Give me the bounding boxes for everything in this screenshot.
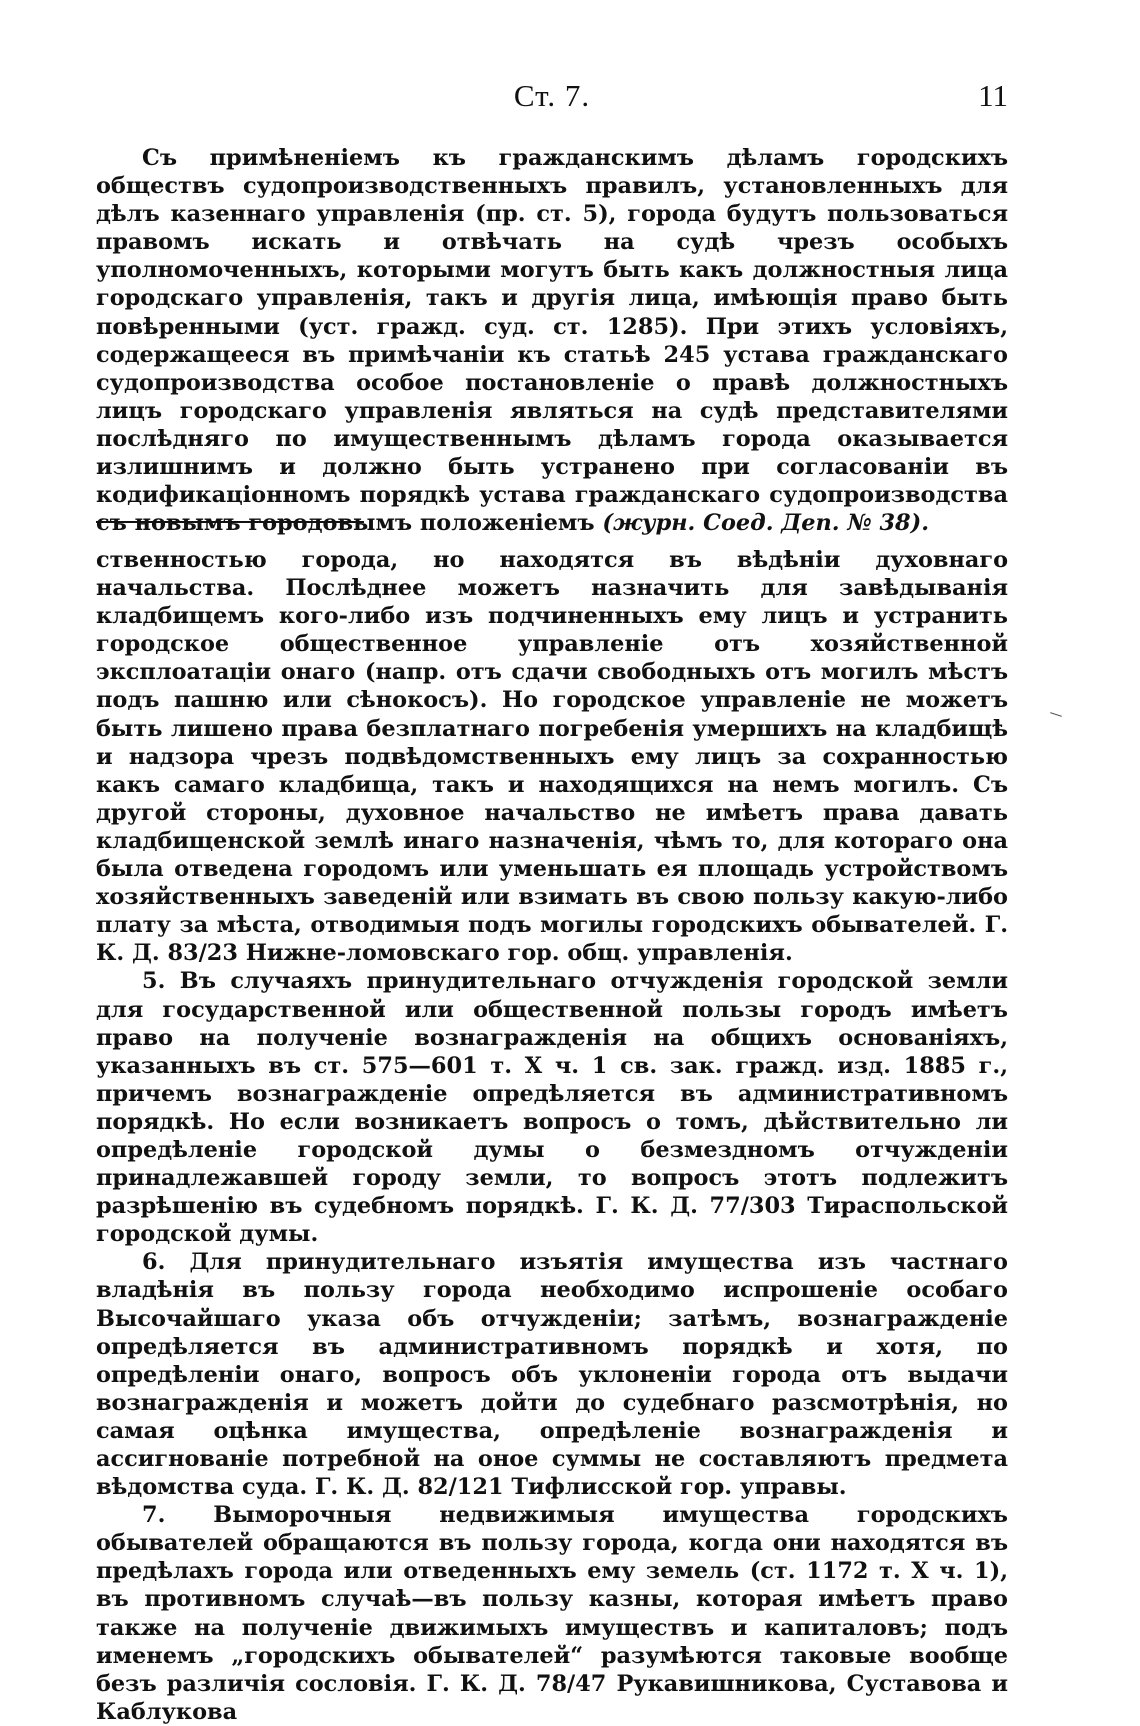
page-number: 11 <box>978 78 1008 113</box>
paragraph-6: 6. Для принудительнаго изъятія имущества изъ частнаго владѣнія въ пользу города необходимо испрошеніе особаго Высочайшаго указа объ отчужденіи; затѣмъ, вознагражденіе опредѣляется въ административномъ порядкѣ и хотя, по опредѣленіи онаго, вопросъ объ уклоненіи города отъ выдачи вознагражденія и можетъ дойти до судебнаго разсмотрѣнія, но самая оцѣнка имущества, опредѣленіе вознагражденія и ассигнованіе потребной на оное суммы не составляютъ предмета вѣдомства суда. Г. К. Д. 82/121 Тифлисской гор. управы. <box>96 1249 1008 1501</box>
separator-rule <box>96 521 364 523</box>
footnote-paragraph <box>96 144 1008 537</box>
paragraph-continuation: ственностью города, но находятся въ вѣдѣніи духовнаго начальства. Послѣднее можетъ назначить для завѣдыванія кладбищемъ кого-либо изъ подчиненныхъ ему лицъ и устранить городское общественное управленіе отъ хозяйственной эксплоатаціи онаго (напр. отъ сдачи свободныхъ отъ могилъ мѣстъ подъ пашню или сѣнокосъ). Но городское управленіе не можетъ быть лишено права безплатнаго погребенія умершихъ на кладбищѣ и надзора чрезъ подвѣдомственныхъ ему лицъ за сохранностью какъ самаго кладбища, такъ и находящихся на немъ могилъ. Съ другой стороны, духовное начальство не имѣетъ права давать кладбищенской землѣ инаго назначенія, чѣмъ то, для котораго она была отведена городомъ или уменьшать ея площадь устройствомъ хозяйственныхъ заведеній или взимать въ свою пользу какую-либо плату за мѣста, отводимыя подъ могилы городскихъ обывателей. Г. К. Д. 83/23 Нижне-ломовскаго гор. общ. управленія. <box>96 547 1008 967</box>
main-text <box>96 546 1008 1726</box>
margin-mark <box>1050 712 1062 717</box>
footnote-section <box>96 144 1008 537</box>
footnote-reference: (журн. Соед. Деп. № 38). <box>602 510 929 537</box>
paragraph-5: 5. Въ случаяхъ принудительнаго отчужденія городской земли для государственной или общественной пользы городъ имѣетъ право на полученіе вознагражденія на общихъ основаніяхъ, указанныхъ въ ст. 575—601 т. X ч. 1 св. зак. гражд. изд. 1885 г., причемъ вознагражденіе опредѣляется въ административномъ порядкѣ. Но если возникаетъ вопросъ о томъ, дѣйствительно ли опредѣленіе городской думы о безмездномъ отчужденіи принадлежавшей городу земли, то вопросъ этотъ подлежитъ разрѣшенію въ судебномъ порядкѣ. Г. К. Д. 77/303 Тираспольской городской думы. <box>96 968 1008 1248</box>
footnote-text: Съ примѣненіемъ къ гражданскимъ дѣламъ городскихъ обществъ судопроизводственныхъ правилъ, установленныхъ для дѣлъ казеннаго управленія (пр. ст. 5), города будутъ пользоваться правомъ искать и отвѣчать на судѣ чрезъ особыхъ уполномоченныхъ, которыми могутъ быть какъ должностныя лица городскаго управленія, такъ и другія лица, имѣющія право быть повѣренными (уст. гражд. суд. ст. 1285). При этихъ условіяхъ, содержащееся въ примѣчаніи къ статьѣ 245 устава гражданскаго судопроизводства особое постановленіе о правѣ должностныхъ лицъ городскаго управленія являться на судѣ представителями послѣдняго по имущественнымъ дѣламъ города оказывается излишнимъ и должно быть устранено при согласованіи въ кодификаціонномъ порядкѣ устава гражданскаго судопроизводства съ новымъ городовымъ положеніемъ <box>96 145 1008 537</box>
paragraph-7: 7. Выморочныя недвижимыя имущества городскихъ обывателей обращаются въ пользу города, когда они находятся въ предѣлахъ города или отведенныхъ ему земель (ст. 1172 т. X ч. 1), въ противномъ случаѣ—въ пользу казны, которая имѣетъ право также на полученіе движимыхъ имуществъ и капиталовъ; подъ именемъ „городскихъ обывателей“ разумѣются таковые вообще безъ различія сословія. Г. К. Д. 78/47 Рукавишникова, Суставова и Каблукова <box>96 1502 1008 1725</box>
page-header <box>96 78 1008 122</box>
article-heading: Ст. 7. <box>513 78 591 113</box>
